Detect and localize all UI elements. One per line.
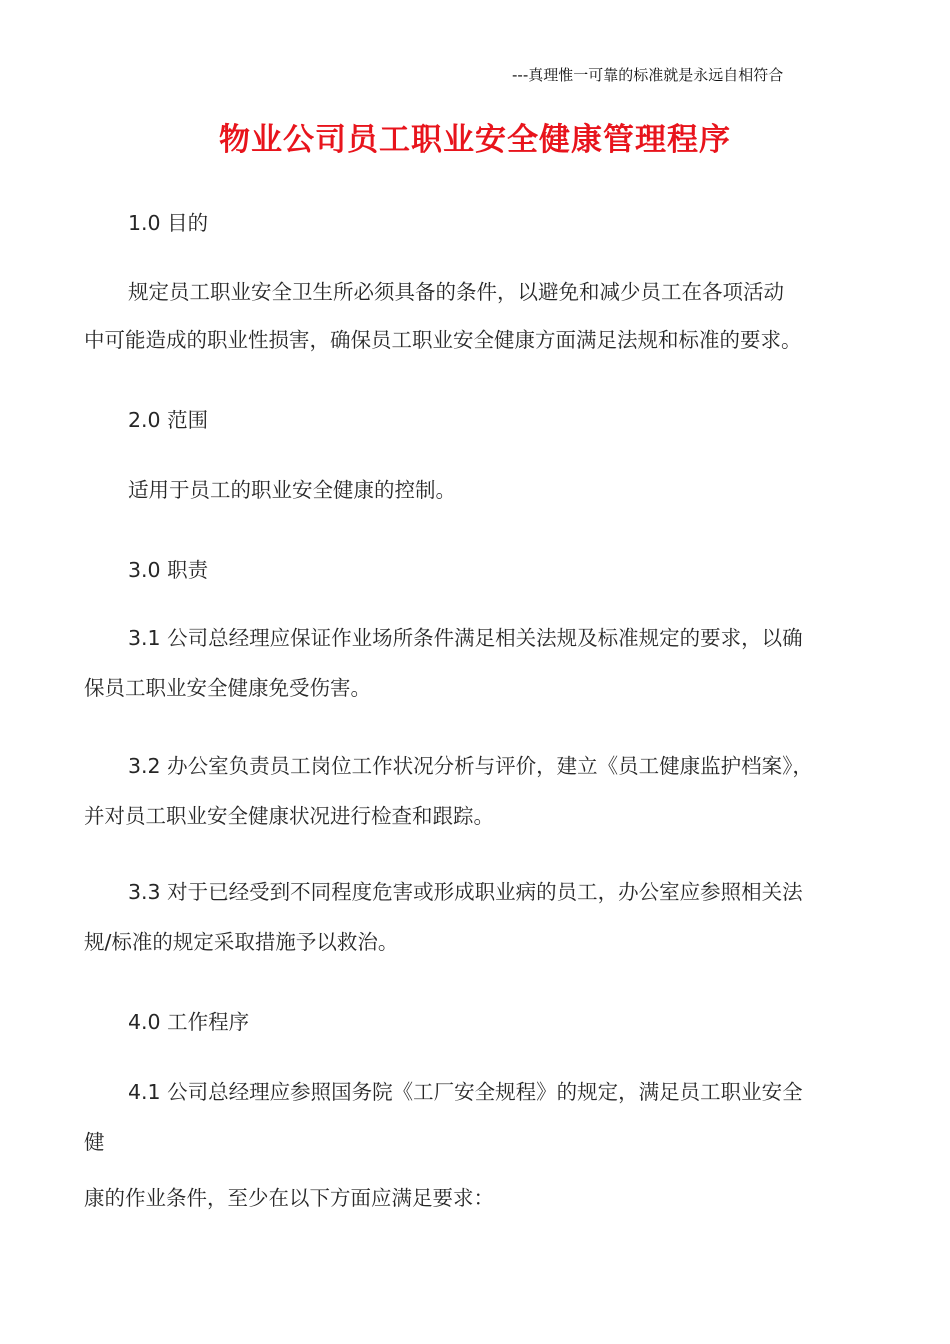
paragraph-line: 保员工职业安全健康免受伤害。 (84, 676, 371, 700)
paragraph-line: 3.3 对于已经受到不同程度危害或形成职业病的员工，办公室应参照相关法 (128, 880, 803, 904)
paragraph-line: 健 (84, 1130, 105, 1154)
section-heading-procedure: 4.0 工作程序 (128, 1010, 250, 1034)
paragraph-line: 中可能造成的职业性损害，确保员工职业安全健康方面满足法规和标准的要求。 (84, 328, 802, 352)
paragraph-line: 康的作业条件，至少在以下方面应满足要求： (84, 1186, 494, 1210)
paragraph-line: 规定员工职业安全卫生所必须具备的条件，以避免和减少员工在各项活动 (128, 280, 784, 304)
paragraph-line: 适用于员工的职业安全健康的控制。 (128, 478, 456, 502)
section-heading-purpose: 1.0 目的 (128, 211, 209, 235)
header-quote: ---真理惟一可靠的标准就是永远自相符合 (512, 66, 784, 84)
section-heading-scope: 2.0 范围 (128, 408, 209, 432)
paragraph-line: 3.2 办公室负责员工岗位工作状况分析与评价，建立《员工健康监护档案》， (128, 754, 813, 778)
paragraph-line: 并对员工职业安全健康状况进行检查和跟踪。 (84, 804, 494, 828)
paragraph-line: 规/标准的规定采取措施予以救治。 (84, 930, 399, 954)
document-title: 物业公司员工职业安全健康管理程序 (219, 122, 731, 158)
section-heading-responsibility: 3.0 职责 (128, 558, 209, 582)
paragraph-line: 3.1 公司总经理应保证作业场所条件满足相关法规及标准规定的要求，以确 (128, 626, 803, 650)
paragraph-line: 4.1 公司总经理应参照国务院《工厂安全规程》的规定，满足员工职业安全 (128, 1080, 803, 1104)
